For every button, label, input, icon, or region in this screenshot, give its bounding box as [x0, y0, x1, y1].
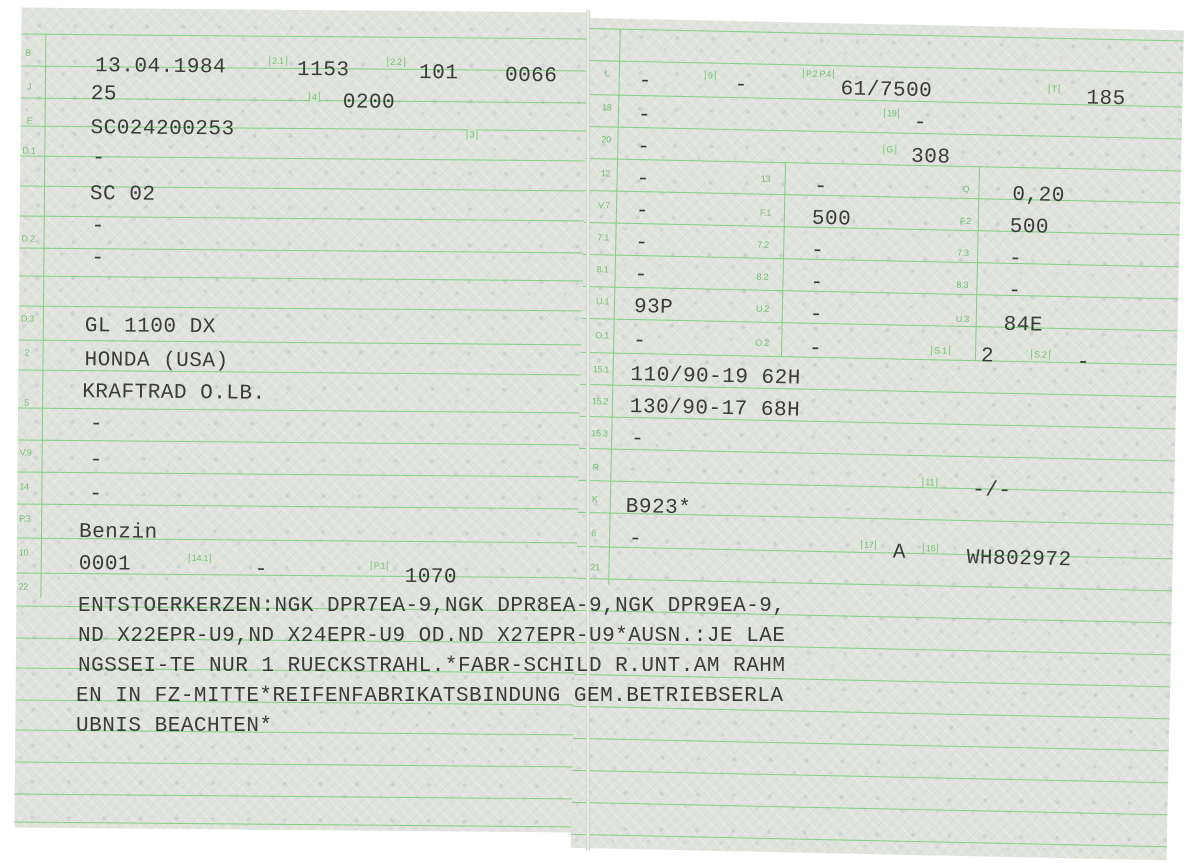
rule: [576, 578, 1172, 591]
variant: -: [91, 215, 105, 239]
field-code-8-1: 8.1: [596, 264, 609, 275]
field-9-value: -: [734, 74, 748, 98]
field-d1-value: -: [92, 147, 106, 171]
field-code-f2: F.2: [959, 215, 972, 227]
rule: [18, 440, 586, 446]
field-code-3: 3: [466, 129, 477, 139]
field-code-7-2: 7.2: [757, 239, 770, 250]
field-code-k: K: [591, 494, 598, 505]
field-code-2: 2: [24, 347, 30, 358]
field-code-7-1: 7.1: [597, 232, 610, 243]
rule: [19, 340, 587, 346]
field-code-15-2: 15.2: [591, 396, 609, 407]
field-j-value: 25: [90, 83, 118, 107]
rule: [15, 762, 583, 768]
field-code-e: E: [26, 115, 33, 126]
left-page: [14, 8, 589, 833]
field-code-r: R: [592, 462, 599, 473]
field-code-11: 11: [922, 477, 937, 487]
power-weight-ratio: 0,20: [1012, 183, 1066, 209]
field-code-14: 14: [19, 481, 29, 492]
field-14-value: -: [89, 483, 103, 507]
field-17-value: A: [892, 541, 907, 565]
front-tire: 110/90-19 62H: [630, 363, 802, 391]
rule: [40, 34, 46, 598]
body-type: -: [89, 413, 104, 437]
field-code-2-1: 2.1: [269, 56, 287, 66]
field-8-2-value: -: [810, 271, 824, 295]
field-code-l: L: [604, 68, 610, 79]
field-code-b: B: [25, 47, 31, 58]
version: -: [91, 247, 105, 271]
field-7-1-value: -: [635, 232, 649, 256]
field-code-8-2: 8.2: [756, 271, 769, 282]
field-code-22: 22: [18, 581, 29, 592]
field-code-q: Q: [962, 183, 970, 195]
rule: [578, 480, 1174, 493]
field-code-g: G: [883, 144, 896, 154]
field-code-14-1: 14.1: [189, 553, 211, 563]
field-code-21: 21: [590, 562, 601, 573]
field-code-8-3: 8.3: [956, 279, 969, 291]
field-u2-value: -: [809, 303, 824, 327]
max-speed: 185: [1086, 87, 1126, 112]
field-7-3-value: -: [1008, 247, 1023, 272]
rule: [572, 770, 1168, 783]
field-code-o2: O.2: [755, 337, 769, 348]
noise-level: 93P: [633, 296, 674, 320]
rule: [585, 158, 1181, 171]
rule: [21, 34, 589, 40]
field-o1-value: -: [632, 330, 647, 354]
rule: [20, 156, 588, 162]
vehicle-id-number: SC024200253: [90, 117, 235, 142]
registration-date: 13.04.1984: [94, 55, 227, 80]
trade-name: GL 1100 DX: [84, 315, 216, 340]
engine-capacity: 1070: [404, 565, 458, 590]
field-code-p3: P.3: [19, 513, 31, 524]
field-18-value: -: [637, 104, 652, 128]
vehicle-type: SC 02: [89, 183, 156, 207]
field-code-4: 4: [309, 92, 320, 102]
field-code-v9: V.9: [19, 447, 32, 458]
rule: [15, 794, 583, 800]
drive-noise: 84E: [1003, 313, 1044, 338]
remarks-line: EN IN FZ-MITTE*REIFENFABRIKATSBINDUNG GEM.BETRIEBSERLA: [76, 685, 784, 708]
rear-tire: 130/90-17 68H: [629, 395, 801, 423]
rule: [583, 254, 1179, 267]
field-19-value: -: [913, 111, 928, 136]
max-mass-f1: 500: [811, 207, 852, 232]
field-l-value: -: [638, 70, 653, 94]
field-s2-value: -: [1076, 351, 1091, 375]
field-12-value: -: [636, 168, 650, 192]
field-6-value: -: [628, 527, 643, 552]
document-number: WH802972: [966, 547, 1072, 573]
field-v9-value: -: [89, 449, 103, 473]
field-15-3-value: -: [630, 427, 645, 452]
max-mass-f2: 500: [1009, 215, 1050, 240]
field-code-19: 19: [884, 108, 900, 118]
field-code-t: T: [1049, 84, 1060, 94]
remarks-line: NGSSEI-TE NUR 1 RUECKSTRAHL.*FABR-SCHILD R.UNT.AM RAHM: [78, 655, 786, 678]
field-code-f1: F.1: [759, 207, 772, 218]
field-11-value: -/-: [971, 479, 1012, 503]
field-code-d2: D.2: [21, 233, 35, 244]
field-code-15-3: 15.3: [591, 428, 608, 439]
field-code-2-2: 2.2: [387, 57, 405, 67]
rule: [571, 834, 1167, 847]
rule: [572, 802, 1168, 815]
field-code-17: 17: [861, 540, 877, 550]
center-fold: [586, 10, 590, 850]
field-7-2-value: -: [810, 239, 825, 263]
rule: [579, 448, 1175, 461]
field-code-u1: U.1: [595, 296, 610, 307]
field-code-10: 10: [18, 547, 29, 558]
field-14-1-value: -: [254, 558, 268, 582]
rule: [20, 216, 588, 222]
manufacturer-code: 1153: [296, 58, 350, 83]
power-rpm: 61/7500: [840, 78, 933, 104]
field-code-d1: D.1: [22, 145, 36, 156]
field-v7-value: -: [635, 200, 650, 224]
field-code-20: 20: [601, 134, 611, 145]
rule: [18, 472, 586, 478]
right-page: [571, 18, 1184, 860]
manufacturer-name: HONDA (USA): [84, 349, 229, 374]
type-code: 101: [418, 62, 459, 86]
rule: [582, 318, 1178, 331]
type-variant-code: 0066: [504, 64, 558, 89]
field-20-value: -: [637, 136, 651, 160]
field-8-3-value: -: [1008, 279, 1022, 304]
remarks-line: ND X22EPR-U9,ND X24EPR-U9 OD.ND X27EPR-U9*AUSN.:JE LAE: [78, 625, 786, 648]
rule: [19, 276, 587, 282]
rule: [19, 248, 587, 254]
field-code-16: 16: [923, 543, 939, 553]
field-code-o1: O.1: [595, 330, 610, 341]
rule: [573, 738, 1169, 751]
field-code-u3: U.3: [955, 313, 969, 325]
rule: [587, 60, 1183, 73]
rule: [588, 28, 1184, 41]
remarks-line: UBNIS BEACHTEN*: [76, 715, 273, 738]
rule: [19, 306, 587, 312]
field-code-v7: V.7: [597, 200, 610, 211]
field-code-7-3: 7.3: [957, 247, 969, 259]
remarks-line: ENTSTOERKERZEN:NGK DPR7EA-9,NGK DPR8EA-9,NGK DPR9EA-9,: [78, 595, 786, 618]
field-code-p2-p4: P.2 P.4: [803, 69, 834, 80]
empty-mass: 308: [910, 145, 951, 170]
rule: [584, 190, 1180, 203]
field-13-value: -: [814, 175, 828, 200]
field-code-d3: D.3: [20, 313, 35, 324]
field-code-5: 5: [24, 397, 29, 408]
field-code-j: J: [26, 81, 32, 92]
field-code-13: 13: [760, 173, 771, 184]
rule: [17, 504, 585, 510]
field-code-s2: S.2: [1031, 349, 1050, 359]
field-code-6: 6: [591, 528, 597, 539]
field-code-9: 9: [705, 70, 716, 80]
field-o2-value: -: [808, 337, 823, 361]
field-code-18: 18: [602, 102, 612, 113]
field-10-value: 0001: [78, 553, 132, 577]
seats: 2: [980, 345, 995, 369]
rule: [14, 822, 582, 828]
field-code-u2: U.2: [755, 303, 770, 314]
field-4-value: 0200: [342, 91, 396, 115]
field-code-12: 12: [600, 168, 611, 179]
vehicle-class: KRAFTRAD O.LB.: [82, 381, 266, 406]
type-approval-number: B923*: [625, 495, 692, 521]
field-8-1-value: -: [634, 264, 648, 288]
field-code-p1: P.1: [371, 561, 389, 571]
field-code-s1: S.1: [931, 345, 950, 355]
rule: [584, 222, 1180, 235]
fuel-type: Benzin: [78, 521, 158, 545]
field-code-15-1: 15.1: [592, 364, 610, 375]
rule: [586, 126, 1182, 139]
rule: [18, 408, 586, 414]
